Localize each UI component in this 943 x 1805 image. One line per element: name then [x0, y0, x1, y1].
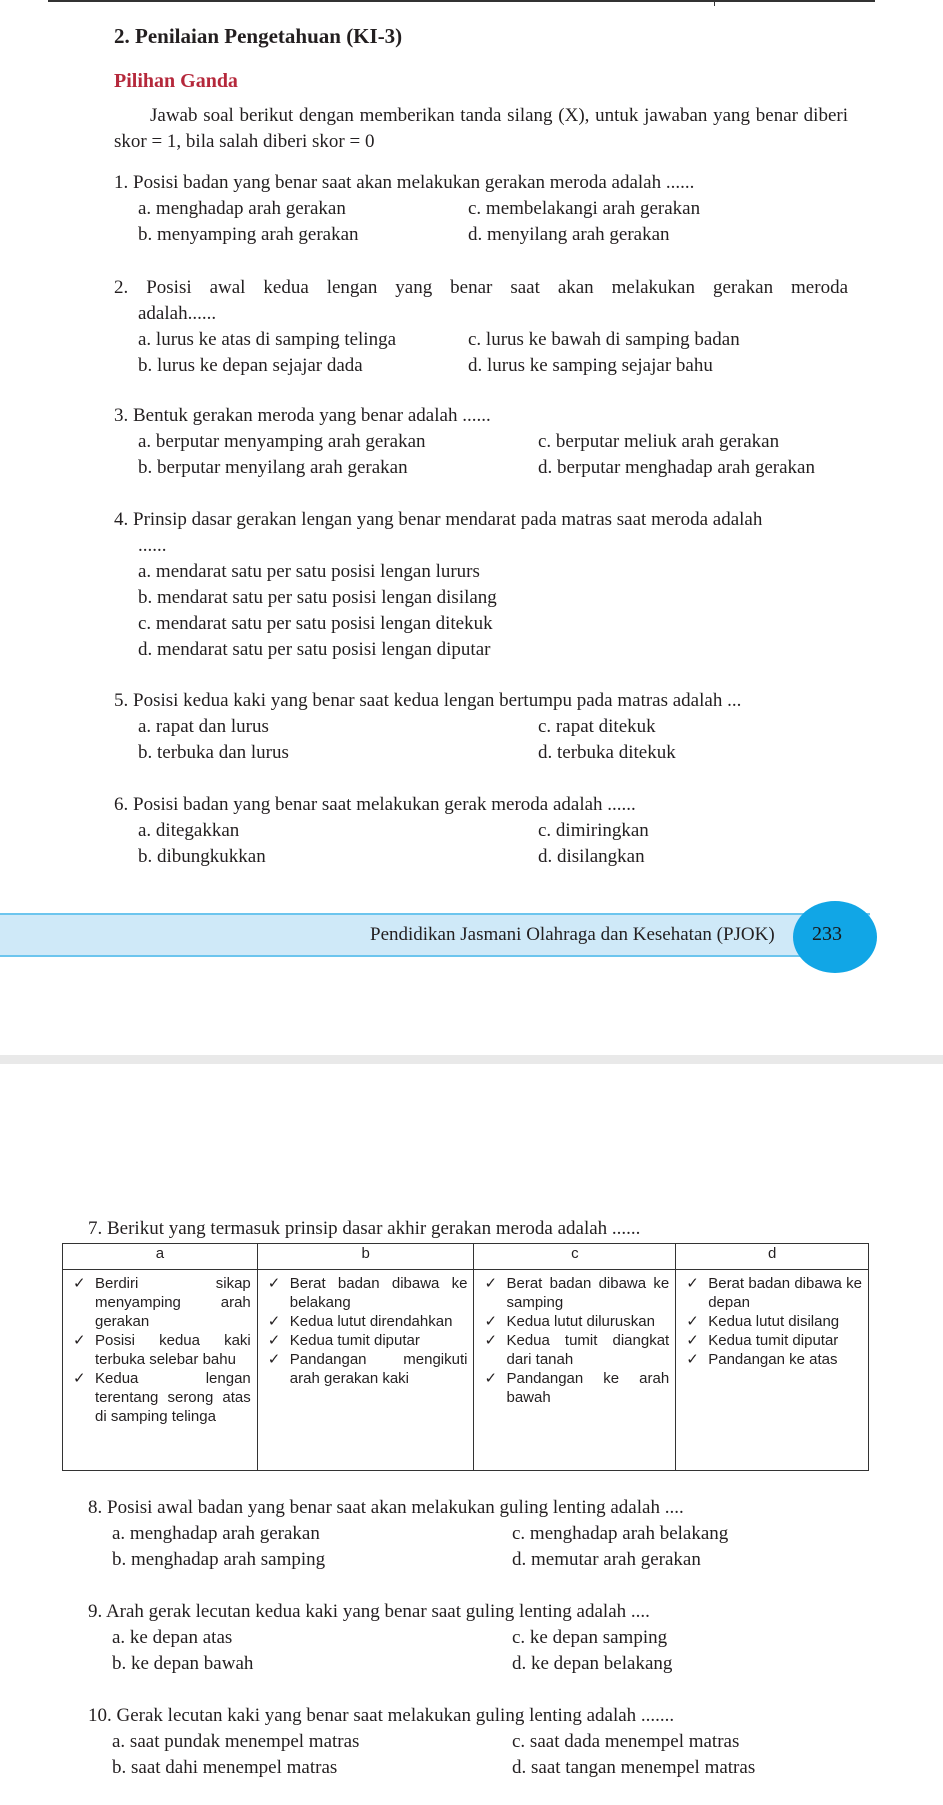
- question-stem: Posisi badan yang benar saat melakukan gerak meroda adalah ......: [133, 794, 636, 815]
- option-d: d. saat tangan menempel matras: [512, 1757, 756, 1778]
- question-1: [114, 170, 848, 248]
- option-b: b. saat dahi menempel matras: [112, 1757, 338, 1778]
- option-b: b. lurus ke depan sejajar dada: [138, 355, 363, 376]
- column-a-items: [63, 1270, 258, 1471]
- question-number: 5.: [114, 690, 129, 711]
- question-stem-continued: ......: [138, 535, 167, 556]
- question-number: 9.: [88, 1601, 103, 1622]
- option-d: d. terbuka ditekuk: [538, 742, 676, 763]
- option-a: a. lurus ke atas di samping telinga: [138, 329, 397, 350]
- question-number: 2.: [114, 277, 129, 298]
- page-separator: [0, 1055, 943, 1064]
- question-stem-continued: adalah......: [138, 303, 217, 324]
- question-number: 3.: [114, 405, 129, 426]
- question-3: [114, 403, 848, 481]
- list-item: ✓ Kedua lutut disilang: [686, 1313, 840, 1330]
- option-b: b. menghadap arah samping: [112, 1549, 326, 1570]
- option-a: a. berputar menyamping arah gerakan: [138, 431, 426, 452]
- check-icon: ✓: [267, 1351, 281, 1368]
- check-icon: ✓: [686, 1313, 699, 1330]
- option-c: c. dimiringkan: [538, 820, 649, 841]
- option-a: a. rapat dan lurus: [138, 716, 269, 737]
- question-stem: Posisi badan yang benar saat akan melakukan gerakan meroda adalah ......: [133, 172, 695, 193]
- option-a: a. saat pundak menempel matras: [112, 1731, 360, 1752]
- option-b: b. dibungkukkan: [138, 846, 266, 867]
- check-icon: ✓: [686, 1351, 699, 1368]
- check-icon: ✓: [267, 1332, 281, 1349]
- option-c: c. lurus ke bawah di samping badan: [468, 329, 740, 350]
- list-item: ✓ Berat badan dibawa ke belakang: [267, 1275, 468, 1311]
- check-icon: ✓: [267, 1313, 281, 1330]
- option-a: a. ke depan atas: [112, 1627, 233, 1648]
- option-d: d. disilangkan: [538, 846, 645, 867]
- question-stem: Posisi kedua kaki yang benar saat kedua lengan bertumpu pada matras adalah ...: [133, 690, 742, 711]
- option-d: d. mendarat satu per satu posisi lengan diputar: [138, 639, 491, 660]
- option-d: d. ke depan belakang: [512, 1653, 673, 1674]
- question-stem: Gerak lecutan kaki yang benar saat melakukan guling lenting adalah .......: [116, 1705, 675, 1726]
- column-b-items: [257, 1270, 474, 1471]
- option-b: b. menyamping arah gerakan: [138, 224, 359, 245]
- section-subtitle: Pilihan Ganda: [114, 70, 238, 92]
- list-item: ✓ Berdiri sikap menyamping arah gerakan: [73, 1275, 251, 1330]
- option-c: c. mendarat satu per satu posisi lengan ditekuk: [138, 613, 493, 634]
- list-item: ✓ Pandangan ke atas: [686, 1351, 838, 1368]
- option-b: b. terbuka dan lurus: [138, 742, 289, 763]
- book-title: Pendidikan Jasmani Olahraga dan Kesehatan (PJOK): [370, 924, 775, 945]
- question-10: [88, 1703, 858, 1781]
- option-c: c. rapat ditekuk: [538, 716, 656, 737]
- question-stem: Posisi awal kedua lengan yang benar saat akan melakukan gerakan meroda: [146, 277, 848, 298]
- option-a: a. ditegakkan: [138, 820, 240, 841]
- column-header-a: a: [63, 1244, 258, 1270]
- page-number: 233: [812, 923, 842, 945]
- option-a: a. menghadap arah gerakan: [112, 1523, 320, 1544]
- check-icon: ✓: [73, 1275, 86, 1292]
- option-b: b. ke depan bawah: [112, 1653, 254, 1674]
- list-item: ✓ Berat badan dibawa ke samping: [484, 1275, 670, 1311]
- question-number: 10.: [88, 1705, 112, 1726]
- question-stem: Posisi awal badan yang benar saat akan melakukan guling lenting adalah ....: [107, 1497, 684, 1518]
- list-item: ✓ Kedua lutut diluruskan: [484, 1313, 655, 1330]
- option-b: b. mendarat satu per satu posisi lengan disilang: [138, 587, 497, 608]
- option-a: a. menghadap arah gerakan: [138, 198, 346, 219]
- list-item: ✓ Berat badan dibawa ke depan: [686, 1275, 862, 1311]
- question-number: 6.: [114, 794, 129, 815]
- check-icon: ✓: [484, 1370, 498, 1387]
- check-icon: ✓: [267, 1275, 281, 1292]
- column-header-b: b: [257, 1244, 474, 1270]
- option-c: c. saat dada menempel matras: [512, 1731, 740, 1752]
- column-header-d: d: [676, 1244, 869, 1270]
- option-b: b. berputar menyilang arah gerakan: [138, 457, 408, 478]
- option-a: a. mendarat satu per satu posisi lengan lururs: [138, 561, 480, 582]
- question-2: [114, 275, 848, 379]
- column-c-items: [474, 1270, 676, 1471]
- list-item: ✓ Posisi kedua kaki terbuka selebar bahu: [73, 1332, 251, 1368]
- option-c: c. membelakangi arah gerakan: [468, 198, 701, 219]
- list-item: ✓ Kedua tumit diangkat dari tanah: [484, 1332, 670, 1368]
- list-item: ✓ Kedua tumit diputar: [686, 1332, 839, 1349]
- question-8: [88, 1495, 858, 1573]
- option-d: d. menyilang arah gerakan: [468, 224, 670, 245]
- option-d: d. lurus ke samping sejajar bahu: [468, 355, 713, 376]
- check-icon: ✓: [73, 1332, 86, 1349]
- list-item: ✓ Kedua lutut direndahkan: [267, 1313, 453, 1330]
- question-number: 1.: [114, 172, 129, 193]
- question-5: [114, 688, 848, 766]
- option-c: c. ke depan samping: [512, 1627, 668, 1648]
- top-rule: [48, 0, 875, 4]
- question-4: [114, 507, 848, 663]
- option-c: c. berputar meliuk arah gerakan: [538, 431, 780, 452]
- question-6: [114, 792, 848, 870]
- list-item: ✓ Kedua tumit diputar: [267, 1332, 420, 1349]
- question-stem: Arah gerak lecutan kedua kaki yang benar saat guling lenting adalah ....: [105, 1601, 650, 1622]
- option-d: d. memutar arah gerakan: [512, 1549, 701, 1570]
- list-item: ✓ Pandangan mengikuti arah gerakan kaki: [267, 1351, 468, 1387]
- question-stem: Bentuk gerakan meroda yang benar adalah ......: [133, 405, 491, 426]
- question-number: 8.: [88, 1497, 103, 1518]
- check-icon: ✓: [484, 1275, 498, 1292]
- instructions: Jawab soal berikut dengan memberikan tanda silang (X), untuk jawaban yang benar diberi skor = 1, bila salah diberi skor = 0: [114, 105, 848, 152]
- option-d: d. berputar menghadap arah gerakan: [538, 457, 815, 478]
- question-7-table: [62, 1243, 869, 1471]
- list-item: ✓ Pandangan ke arah bawah: [484, 1370, 670, 1406]
- question-stem: Prinsip dasar gerakan lengan yang benar mendarat pada matras saat meroda adalah: [133, 509, 763, 530]
- section-title: 2. Penilaian Pengetahuan (KI-3): [114, 24, 403, 48]
- column-d-items: [676, 1270, 869, 1471]
- question-9: [88, 1599, 858, 1677]
- question-7-stem: 7. Berikut yang termasuk prinsip dasar akhir gerakan meroda adalah ......: [88, 1218, 641, 1239]
- list-item: ✓ Kedua lengan terentang serong atas di samping telinga: [73, 1370, 251, 1425]
- check-icon: ✓: [73, 1370, 86, 1387]
- check-icon: ✓: [686, 1332, 699, 1349]
- question-number: 4.: [114, 509, 129, 530]
- option-c: c. menghadap arah belakang: [512, 1523, 729, 1544]
- check-icon: ✓: [686, 1275, 699, 1292]
- column-header-c: c: [474, 1244, 676, 1270]
- check-icon: ✓: [484, 1332, 498, 1349]
- check-icon: ✓: [484, 1313, 498, 1330]
